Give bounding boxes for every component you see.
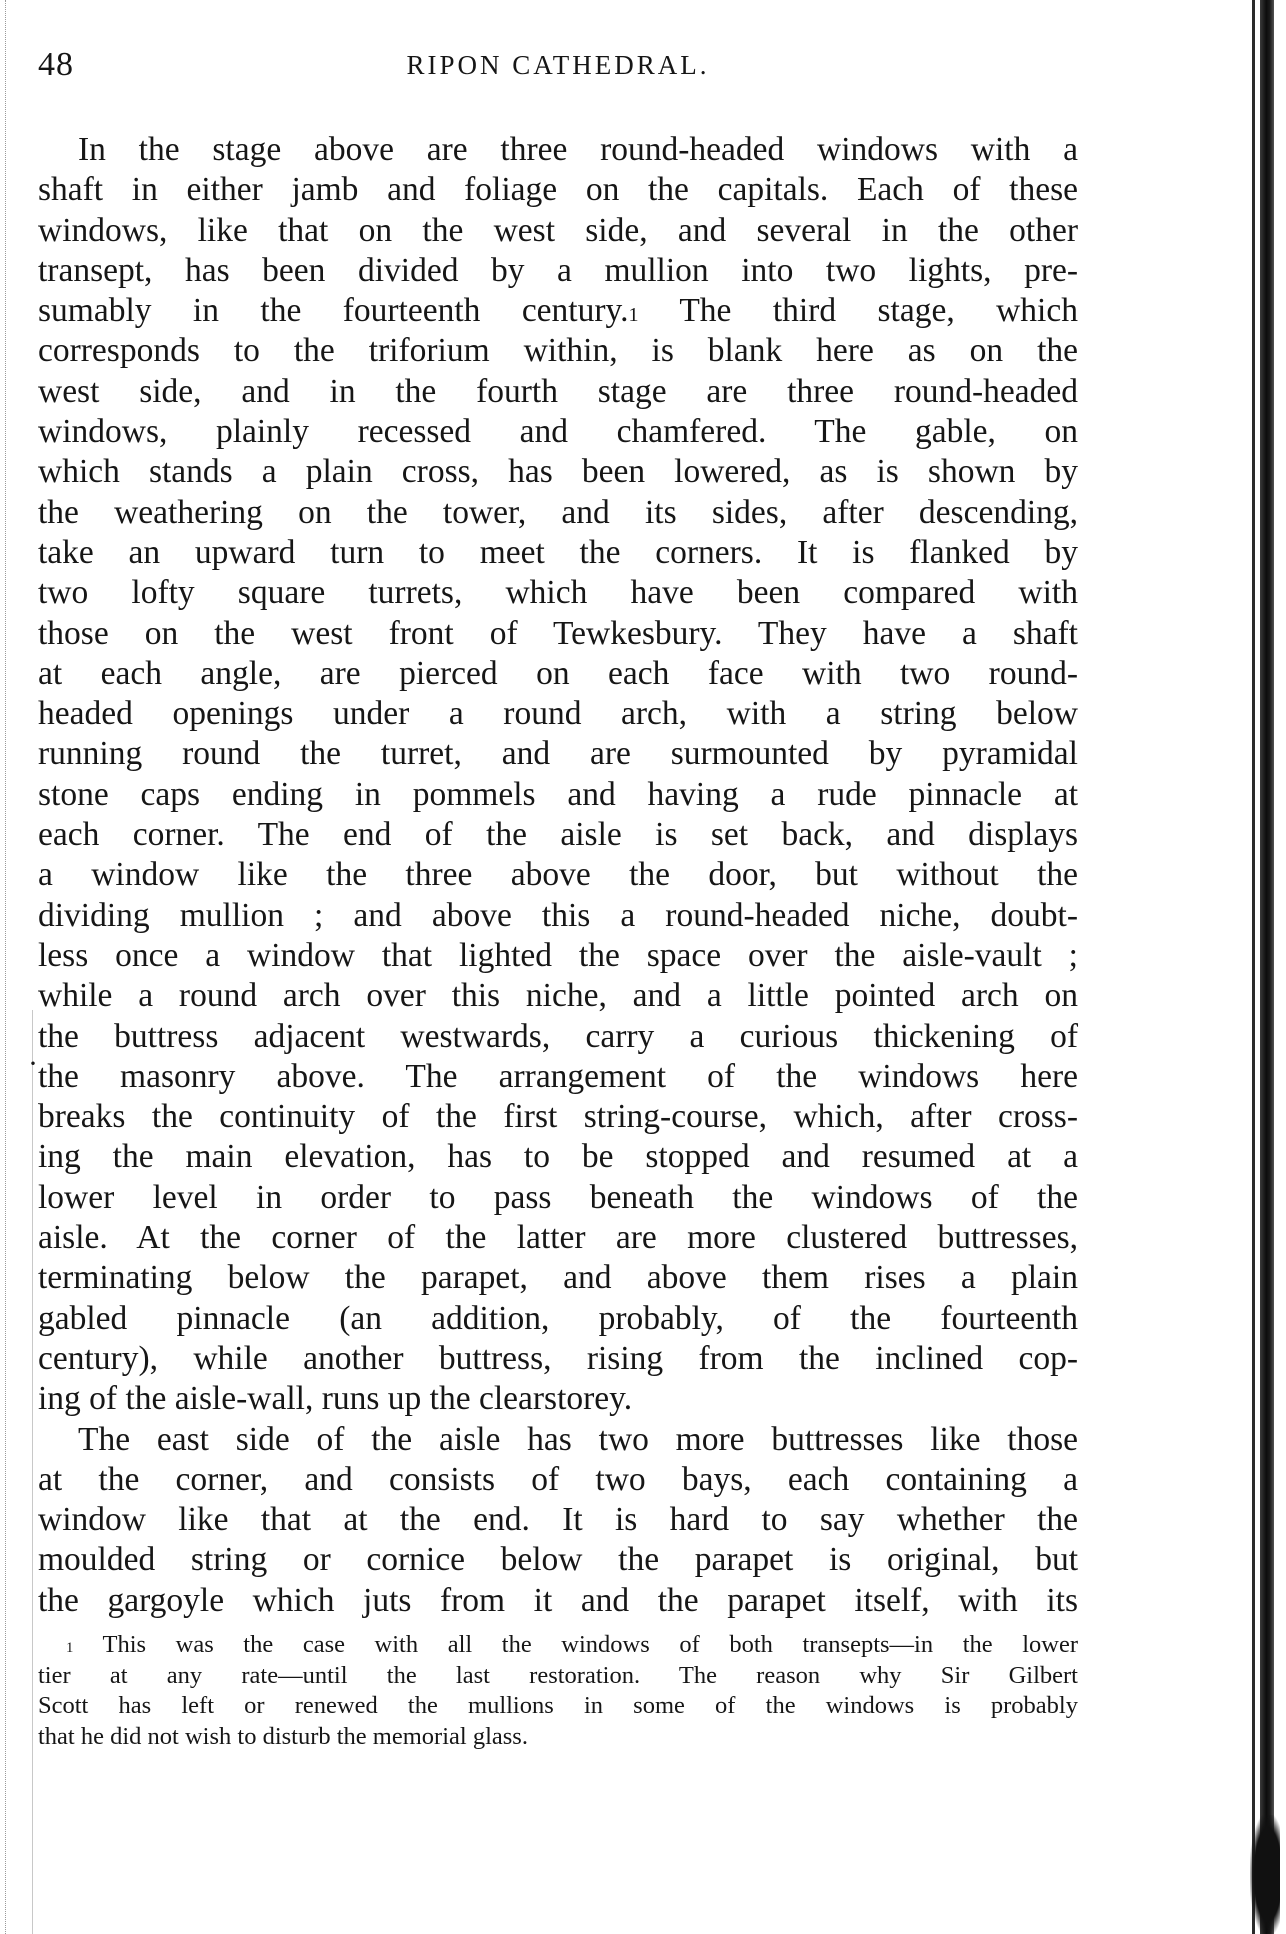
footnote-line: that he did not wish to disturb the memorial glass. [38, 1722, 528, 1750]
text-line: a window like the three above the door, but without the [38, 856, 1078, 894]
text-line: stone caps ending in pommels and having a rude pinnacle at [38, 775, 1078, 813]
text-line: which stands a plain cross, has been lowered, as is shown by [38, 453, 1078, 491]
text-line: window like that at the end. It is hard to say whether the [38, 1501, 1078, 1539]
text-line: aisle. At the corner of the latter are more clustered buttresses, [38, 1219, 1078, 1257]
text-line: The east side of the aisle has two more buttresses like those [78, 1420, 1078, 1458]
text-line: each corner. The end of the aisle is set back, and displays [38, 816, 1078, 854]
footnote-line: tier at any rate—until the last restoration. The reason why Sir Gilbert [38, 1661, 1078, 1689]
text-line: headed openings under a round arch, with a string below [38, 695, 1078, 733]
inner-margin-rule [32, 1010, 33, 1934]
text-line: In the stage above are three round-headed windows with a [78, 131, 1078, 168]
text-line: terminating below the parapet, and above them rises a plain [38, 1259, 1078, 1297]
footnote-line: Scott has left or renewed the mullions in some of the windows is probably [38, 1692, 1078, 1719]
text-line: breaks the continuity of the first string-course, which, after cross- [38, 1098, 1078, 1136]
body-text [38, 130, 1078, 1621]
footnote-text: This was the case with all the windows of both transepts—in the lower [102, 1631, 1078, 1658]
text-line: those on the west front of Tewkesbury. They have a shaft [38, 614, 1078, 652]
text-line: dividing mullion ; and above this a round-headed niche, doubt- [38, 896, 1078, 934]
text-segment: sumably in the fourteenth century. [38, 292, 629, 330]
text-line: gabled pinnacle (an addition, probably, of the fourteenth [38, 1299, 1078, 1337]
footnotes [38, 1630, 1078, 1752]
margin-mark: · [28, 1047, 38, 1080]
text-line: two lofty square turrets, which have been compared with [38, 574, 1078, 612]
text-line: at the corner, and consists of two bays, each containing a [38, 1460, 1078, 1498]
text-line: lower level in order to pass beneath the windows of the [38, 1178, 1078, 1216]
text-line: west side, and in the fourth stage are three round-headed [38, 372, 1078, 410]
text-line: corresponds to the triforium within, is blank here as on the [38, 332, 1078, 370]
text-line: shaft in either jamb and foliage on the capitals. Each of these [38, 171, 1078, 209]
text-line: windows, like that on the west side, and several in the other [38, 211, 1078, 249]
text-line: while a round arch over this niche, and a little pointed arch on [38, 977, 1078, 1015]
text-line: transept, has been divided by a mullion into two lights, pre- [38, 251, 1078, 289]
page-number: 48 [38, 46, 74, 83]
text-line: running round the turret, and are surmounted by pyramidal [38, 735, 1078, 773]
text-line: the weathering on the tower, and its sides, after descending, [38, 493, 1078, 531]
text-line: the masonry above. The arrangement of the windows here [38, 1057, 1078, 1095]
text-line-with-footnote-ref [38, 291, 1078, 331]
book-binding-edge [1250, 0, 1286, 1934]
page-header [38, 46, 1078, 96]
text-line: moulded string or cornice below the parapet is original, but [38, 1541, 1078, 1579]
text-line: take an upward turn to meet the corners. It is flanked by [38, 533, 1078, 571]
text-line: the gargoyle which juts from it and the parapet itself, with its [38, 1581, 1078, 1619]
footnote-reference: 1 [628, 304, 639, 327]
footnote-line [38, 1630, 1078, 1661]
text-line: ing of the aisle-wall, runs up the clearstorey. [38, 1380, 633, 1418]
text-line: at each angle, are pierced on each face with two round- [38, 654, 1078, 692]
footnote-marker: 1 [66, 1640, 74, 1656]
text-line: century), while another buttress, rising from the inclined cop- [38, 1339, 1078, 1377]
text-line: ing the main elevation, has to be stopped and resumed at a [38, 1138, 1078, 1176]
text-line: windows, plainly recessed and chamfered. The gable, on [38, 413, 1078, 451]
running-head: RIPON CATHEDRAL. [406, 50, 710, 80]
left-margin-rule [5, 0, 6, 1934]
text-line: the buttress adjacent westwards, carry a curious thickening of [38, 1017, 1078, 1055]
text-segment: The third stage, which [638, 292, 1078, 330]
text-line: less once a window that lighted the space over the aisle-vault ; [38, 936, 1078, 974]
